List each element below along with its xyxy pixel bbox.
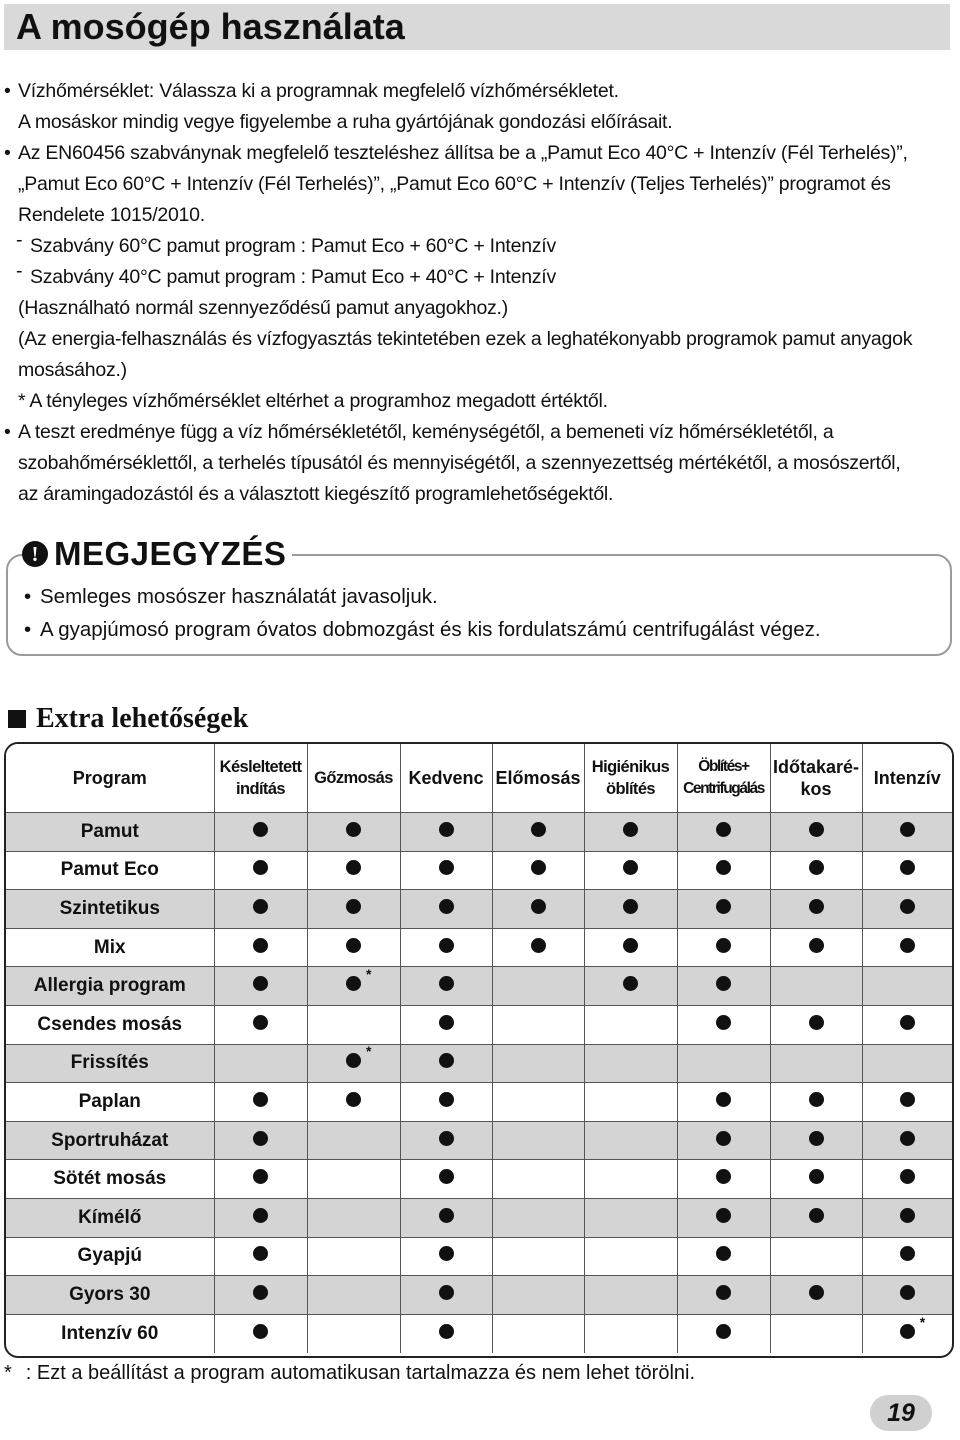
- program-name: Mix: [6, 928, 214, 967]
- option-cell: [492, 1160, 584, 1199]
- available-dot-icon: [253, 1246, 268, 1261]
- options-table-frame: [4, 742, 954, 1358]
- available-dot-icon: [809, 899, 824, 914]
- option-cell: [770, 1237, 862, 1276]
- option-cell: [307, 967, 400, 1006]
- table-row: [6, 1314, 952, 1353]
- table-row: [6, 1005, 952, 1044]
- option-cell: [770, 1198, 862, 1237]
- available-dot-icon: [346, 938, 361, 953]
- available-dot-icon: [253, 1131, 268, 1146]
- available-dot-icon: [439, 1131, 454, 1146]
- option-cell: [862, 1083, 952, 1122]
- option-cell: [677, 967, 770, 1006]
- option-cell: [400, 1005, 492, 1044]
- available-dot-icon: [716, 1015, 731, 1030]
- option-cell: [307, 890, 400, 929]
- dash-mark: -: [16, 229, 23, 251]
- col-header-time-save: Időtakaré- kos: [770, 744, 862, 813]
- page-number: 19: [870, 1395, 932, 1431]
- available-dot-icon: [809, 1169, 824, 1184]
- option-cell: [492, 813, 584, 852]
- intro-line-text: Szabvány 60°C pamut program : Pamut Eco + 60°C + Intenzív: [30, 235, 556, 257]
- option-cell: [677, 813, 770, 852]
- option-cell: [862, 1198, 952, 1237]
- table-row: [6, 1121, 952, 1160]
- option-cell: [677, 1160, 770, 1199]
- option-cell: [400, 813, 492, 852]
- available-dot-icon: [900, 822, 915, 837]
- available-dot-icon: [253, 899, 268, 914]
- program-name: Gyapjú: [6, 1237, 214, 1276]
- program-name: Pamut: [6, 813, 214, 852]
- option-cell: [492, 851, 584, 890]
- auto-included-star: *: [366, 966, 372, 983]
- note-item: • Semleges mosószer használatát javasoljuk.: [24, 580, 821, 613]
- intro-line: A mosáskor mindig vegye figyelembe a ruha gyártójának gondozási előírásait.: [18, 111, 673, 133]
- option-cell: [400, 1237, 492, 1276]
- option-cell: [584, 1005, 677, 1044]
- available-dot-icon: [439, 1285, 454, 1300]
- option-cell: [677, 1314, 770, 1353]
- available-dot-icon: [346, 860, 361, 875]
- option-cell: [677, 1121, 770, 1160]
- option-cell: [307, 1276, 400, 1315]
- option-cell: [862, 1121, 952, 1160]
- option-cell: [214, 1198, 307, 1237]
- option-cell: [770, 1276, 862, 1315]
- page-title: A mosógép használata: [16, 6, 405, 47]
- available-dot-icon: [253, 1092, 268, 1107]
- option-cell: [400, 1083, 492, 1122]
- footnote-text: : Ezt a beállítást a program automatikusan tartalmazza és nem lehet törölni.: [25, 1362, 696, 1384]
- dash-mark: -: [16, 260, 23, 282]
- available-dot-icon: [716, 860, 731, 875]
- option-cell: [492, 1198, 584, 1237]
- option-cell: [307, 1005, 400, 1044]
- option-cell: [770, 1005, 862, 1044]
- option-cell: [492, 928, 584, 967]
- table-header-row: [6, 744, 952, 813]
- col-header-delay-start: Késleltetett indítás: [214, 744, 307, 813]
- option-cell: [677, 928, 770, 967]
- option-cell: [862, 813, 952, 852]
- available-dot-icon: [716, 976, 731, 991]
- available-dot-icon: [809, 938, 824, 953]
- available-dot-icon: [716, 1285, 731, 1300]
- option-cell: [862, 928, 952, 967]
- available-dot-icon: [439, 976, 454, 991]
- available-dot-icon: [253, 1285, 268, 1300]
- option-cell: [584, 1083, 677, 1122]
- available-dot-icon: [716, 899, 731, 914]
- table-row: [6, 1276, 952, 1315]
- available-dot-icon: [809, 1092, 824, 1107]
- available-dot-icon: [716, 1324, 731, 1339]
- option-cell: [584, 1121, 677, 1160]
- intro-line: (Használható normál szennyeződésű pamut anyagokhoz.): [18, 297, 508, 319]
- table-row: [6, 851, 952, 890]
- col-header-hygienic-rinse: Higiénikus öblítés: [584, 744, 677, 813]
- option-cell: [677, 890, 770, 929]
- available-dot-icon: [900, 1131, 915, 1146]
- option-cell: [770, 1083, 862, 1122]
- note-item: • A gyapjúmosó program óvatos dobmozgást és kis fordulatszámú centrifugálást végez.: [24, 613, 821, 646]
- option-cell: [400, 1198, 492, 1237]
- col-header-steam: Gőzmosás: [307, 744, 400, 813]
- option-cell: [584, 1314, 677, 1353]
- table-row: [6, 813, 952, 852]
- option-cell: [400, 1160, 492, 1199]
- available-dot-icon: [439, 938, 454, 953]
- intro-line: [4, 262, 960, 293]
- option-cell: [862, 1237, 952, 1276]
- option-cell: [584, 851, 677, 890]
- intro-line: „Pamut Eco 60°C + Intenzív (Fél Terhelés)”, „Pamut Eco 60°C + Intenzív (Teljes Terhelés)” programot és: [18, 173, 891, 195]
- available-dot-icon: [623, 976, 638, 991]
- option-cell: [677, 1276, 770, 1315]
- program-name: Gyors 30: [6, 1276, 214, 1315]
- option-cell: [677, 1083, 770, 1122]
- available-dot-icon: [809, 1015, 824, 1030]
- available-dot-icon: [346, 1043, 372, 1068]
- program-name: Csendes mosás: [6, 1005, 214, 1044]
- intro-line: Rendelete 1015/2010.: [18, 204, 205, 226]
- col-header-intensive: Intenzív: [862, 744, 952, 813]
- available-dot-icon: [900, 1092, 915, 1107]
- option-cell: [400, 1121, 492, 1160]
- col-header-favorite: Kedvenc: [400, 744, 492, 813]
- option-cell: [770, 1160, 862, 1199]
- available-dot-icon: [900, 1015, 915, 1030]
- option-cell: [862, 967, 952, 1006]
- program-name: Paplan: [6, 1083, 214, 1122]
- available-dot-icon: [346, 899, 361, 914]
- footnote-star: *: [4, 1362, 12, 1384]
- option-cell: [584, 890, 677, 929]
- option-cell: [492, 1044, 584, 1083]
- program-name: Intenzív 60: [6, 1314, 214, 1353]
- intro-line: * A tényleges vízhőmérséklet eltérhet a programhoz megadott értéktől.: [18, 390, 608, 412]
- program-name: Szintetikus: [6, 890, 214, 929]
- option-cell: [214, 928, 307, 967]
- options-table: [6, 744, 952, 1353]
- option-cell: [584, 1160, 677, 1199]
- available-dot-icon: [900, 938, 915, 953]
- available-dot-icon: [716, 1131, 731, 1146]
- available-dot-icon: [253, 1169, 268, 1184]
- option-cell: [770, 813, 862, 852]
- col-header-program: Program: [6, 744, 214, 813]
- option-cell: [492, 1083, 584, 1122]
- available-dot-icon: [253, 1015, 268, 1030]
- option-cell: [862, 1276, 952, 1315]
- extras-title: Extra lehetőségek: [36, 703, 249, 734]
- intro-line: • Az EN60456 szabványnak megfelelő teszteléshez állítsa be a „Pamut Eco 40°C + Intenzív (Fél Terhelés)”,: [4, 138, 960, 169]
- option-cell: [400, 890, 492, 929]
- available-dot-icon: [623, 899, 638, 914]
- available-dot-icon: [900, 1246, 915, 1261]
- available-dot-icon: [900, 899, 915, 914]
- available-dot-icon: [716, 1208, 731, 1223]
- option-cell: [677, 1198, 770, 1237]
- option-cell: [584, 1237, 677, 1276]
- table-row: [6, 1083, 952, 1122]
- note-list: [24, 580, 821, 646]
- option-cell: [400, 967, 492, 1006]
- available-dot-icon: [439, 899, 454, 914]
- option-cell: [677, 1005, 770, 1044]
- option-cell: [307, 851, 400, 890]
- option-cell: [214, 1237, 307, 1276]
- table-row: [6, 1160, 952, 1199]
- available-dot-icon: [531, 860, 546, 875]
- available-dot-icon: [346, 1092, 361, 1107]
- available-dot-icon: [531, 899, 546, 914]
- option-cell: [770, 928, 862, 967]
- option-cell: [492, 1005, 584, 1044]
- option-cell: [307, 1160, 400, 1199]
- option-cell: [584, 1276, 677, 1315]
- available-dot-icon: [439, 1324, 454, 1339]
- option-cell: [400, 851, 492, 890]
- option-cell: [307, 1044, 400, 1083]
- available-dot-icon: [253, 1208, 268, 1223]
- available-dot-icon: [716, 1092, 731, 1107]
- option-cell: [307, 1237, 400, 1276]
- option-cell: [214, 1314, 307, 1353]
- option-cell: [307, 813, 400, 852]
- option-cell: [770, 1044, 862, 1083]
- program-name: Sötét mosás: [6, 1160, 214, 1199]
- available-dot-icon: [253, 1324, 268, 1339]
- option-cell: [307, 928, 400, 967]
- option-cell: [307, 1314, 400, 1353]
- available-dot-icon: [439, 1169, 454, 1184]
- available-dot-icon: [809, 1131, 824, 1146]
- available-dot-icon: [809, 822, 824, 837]
- option-cell: [677, 851, 770, 890]
- intro-line: szobahőmérséklettől, a terhelés típusától és mennyiségétől, a szennyezettség mértékétől, a mosószertől,: [18, 452, 901, 474]
- option-cell: [584, 813, 677, 852]
- option-cell: [584, 928, 677, 967]
- option-cell: [400, 1314, 492, 1353]
- option-cell: [862, 890, 952, 929]
- table-row: [6, 1237, 952, 1276]
- auto-included-star: *: [919, 1313, 926, 1330]
- available-dot-icon: [900, 1208, 915, 1223]
- option-cell: [400, 1044, 492, 1083]
- option-cell: [400, 1276, 492, 1315]
- intro-line: • A teszt eredménye függ a víz hőmérsékletétől, keménységétől, a bemeneti víz hőmérsékletétől, a: [4, 417, 960, 448]
- available-dot-icon: [809, 1208, 824, 1223]
- table-row: [6, 967, 952, 1006]
- option-cell: [214, 890, 307, 929]
- available-dot-icon: [809, 1285, 824, 1300]
- program-name: Kímélő: [6, 1198, 214, 1237]
- available-dot-icon: [439, 860, 454, 875]
- option-cell: [307, 1083, 400, 1122]
- program-name: Frissítés: [6, 1044, 214, 1083]
- option-cell: [770, 1121, 862, 1160]
- available-dot-icon: [253, 860, 268, 875]
- table-row: [6, 890, 952, 929]
- intro-line: mosásához.): [18, 359, 127, 381]
- option-cell: [214, 1121, 307, 1160]
- col-header-rinse-spin: Öblítés+ Centrifugálás: [677, 744, 770, 813]
- available-dot-icon: [716, 1246, 731, 1261]
- available-dot-icon: [623, 938, 638, 953]
- note-header: [22, 532, 292, 576]
- option-cell: [214, 813, 307, 852]
- available-dot-icon: [439, 1208, 454, 1223]
- available-dot-icon: [623, 860, 638, 875]
- option-cell: [492, 1121, 584, 1160]
- option-cell: [770, 1314, 862, 1353]
- footnote: [4, 1362, 695, 1385]
- available-dot-icon: [531, 822, 546, 837]
- warning-icon: !: [22, 541, 48, 567]
- option-cell: [584, 1198, 677, 1237]
- available-dot-icon: [900, 1313, 926, 1339]
- option-cell: [492, 1237, 584, 1276]
- option-cell: [214, 1044, 307, 1083]
- option-cell: [307, 1198, 400, 1237]
- option-cell: [770, 967, 862, 1006]
- intro-line-text: Szabvány 40°C pamut program : Pamut Eco + 40°C + Intenzív: [30, 266, 556, 288]
- available-dot-icon: [346, 822, 361, 837]
- option-cell: [214, 1083, 307, 1122]
- program-name: Sportruházat: [6, 1121, 214, 1160]
- option-cell: [214, 1276, 307, 1315]
- option-cell: [492, 967, 584, 1006]
- option-cell: [584, 1044, 677, 1083]
- available-dot-icon: [439, 1015, 454, 1030]
- option-cell: [862, 1160, 952, 1199]
- option-cell: [307, 1121, 400, 1160]
- available-dot-icon: [900, 1285, 915, 1300]
- option-cell: [770, 851, 862, 890]
- note-title: MEGJEGYZÉS: [54, 535, 287, 572]
- intro-text: [4, 76, 960, 510]
- option-cell: [214, 1160, 307, 1199]
- available-dot-icon: [253, 938, 268, 953]
- option-cell: [862, 851, 952, 890]
- option-cell: [584, 967, 677, 1006]
- available-dot-icon: [253, 976, 268, 991]
- option-cell: [862, 1005, 952, 1044]
- option-cell: [677, 1237, 770, 1276]
- option-cell: [214, 967, 307, 1006]
- available-dot-icon: [716, 822, 731, 837]
- available-dot-icon: [531, 938, 546, 953]
- available-dot-icon: [439, 1246, 454, 1261]
- option-cell: [677, 1044, 770, 1083]
- square-bullet-icon: [8, 710, 26, 728]
- intro-line: • Vízhőmérséklet: Válassza ki a programnak megfelelő vízhőmérsékletet.: [4, 76, 960, 107]
- option-cell: [492, 890, 584, 929]
- available-dot-icon: [439, 1092, 454, 1107]
- option-cell: [770, 890, 862, 929]
- available-dot-icon: [716, 1169, 731, 1184]
- program-name: Pamut Eco: [6, 851, 214, 890]
- available-dot-icon: [900, 860, 915, 875]
- extras-section-title: [8, 703, 248, 735]
- available-dot-icon: [809, 860, 824, 875]
- title-bar: [4, 4, 950, 50]
- program-name: Allergia program: [6, 967, 214, 1006]
- option-cell: [862, 1044, 952, 1083]
- option-cell: [492, 1314, 584, 1353]
- option-cell: [400, 928, 492, 967]
- option-cell: [214, 851, 307, 890]
- available-dot-icon: [346, 966, 372, 991]
- intro-line: az áramingadozástól és a választott kiegészítő programlehetőségektől.: [18, 483, 614, 505]
- option-cell: [214, 1005, 307, 1044]
- intro-line: [4, 231, 960, 262]
- available-dot-icon: [439, 822, 454, 837]
- table-row: [6, 1044, 952, 1083]
- available-dot-icon: [439, 1053, 454, 1068]
- intro-line: (Az energia-felhasználás és vízfogyasztás tekintetében ezek a leghatékonyabb programok pamut anyagok: [18, 328, 913, 350]
- table-row: [6, 1198, 952, 1237]
- option-cell: [492, 1276, 584, 1315]
- table-row: [6, 928, 952, 967]
- option-cell: [862, 1314, 952, 1353]
- available-dot-icon: [900, 1169, 915, 1184]
- auto-included-star: *: [366, 1043, 372, 1060]
- col-header-prewash: Előmosás: [492, 744, 584, 813]
- available-dot-icon: [716, 938, 731, 953]
- available-dot-icon: [253, 822, 268, 837]
- available-dot-icon: [623, 822, 638, 837]
